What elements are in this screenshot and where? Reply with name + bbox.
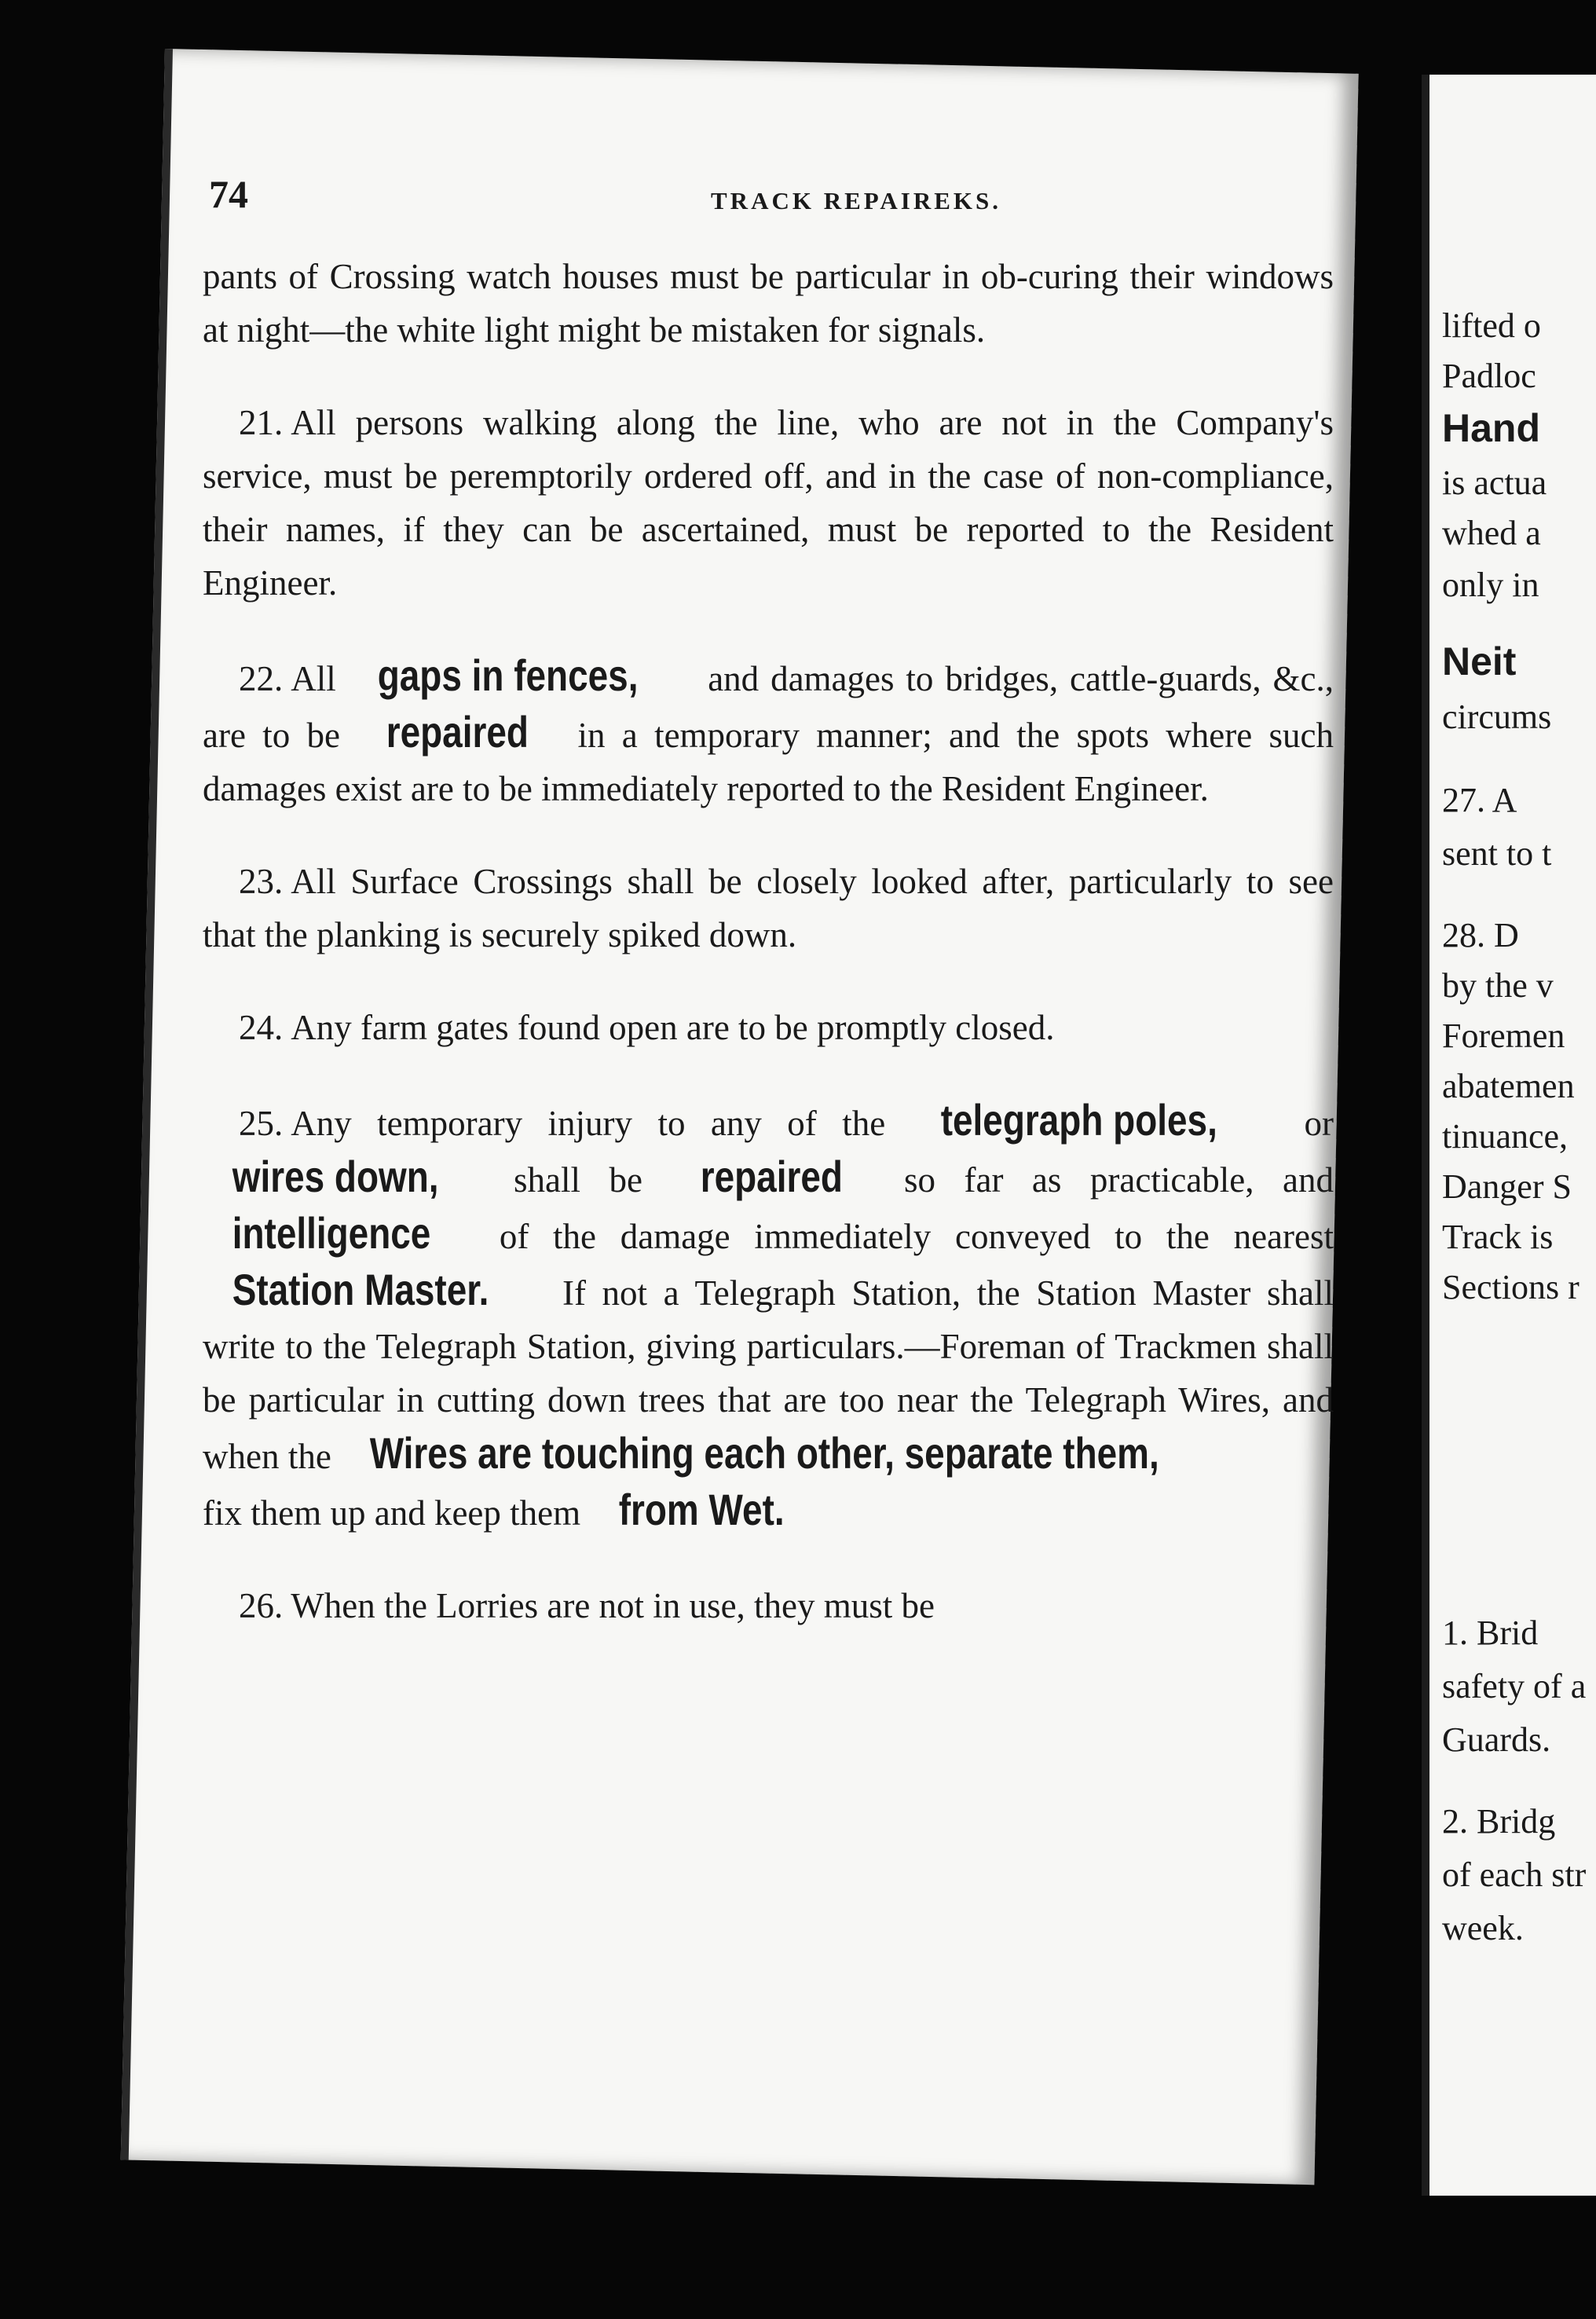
right-page-line: whed a — [1442, 514, 1541, 552]
paragraph-number: 25. — [239, 1104, 284, 1143]
paragraph-25 — [203, 1094, 1334, 1540]
right-page-fragment — [1422, 75, 1596, 2196]
right-page-line: sent to t — [1442, 834, 1552, 873]
right-page-line: safety of a — [1442, 1667, 1587, 1705]
right-page-line: 28. D — [1442, 916, 1519, 954]
emphasis-text: from Wet. — [619, 1485, 785, 1534]
paragraph-text: fix them up and keep them — [203, 1493, 581, 1533]
right-page-line: 27. A — [1442, 781, 1517, 819]
right-page-line: Hand — [1442, 406, 1540, 450]
right-page-line: tinuance, — [1442, 1117, 1569, 1156]
right-page-line: only in — [1442, 566, 1539, 604]
paragraph-23 — [203, 855, 1334, 962]
right-page-line: Danger S — [1442, 1167, 1572, 1206]
right-page-line: Foremen — [1442, 1017, 1565, 1055]
emphasis-text: Wires are touching each other, separate them, — [370, 1428, 1160, 1478]
emphasis-text: wires down, — [232, 1152, 439, 1201]
right-page-line: 2. Bridg — [1442, 1802, 1556, 1841]
paragraph-text: All persons walking along the line, who are not in the Company's service, must be peremptorily ordered off, and in the case of non-compliance, their names, if they can be ascertained, must be reported to the Resident Engineer. — [203, 403, 1334, 603]
paragraph-20-continued: pants of Crossing watch houses must be particular in ob-curing their windows at night—the white light might be mistaken for signals. — [203, 257, 1334, 350]
paragraph-26 — [203, 1579, 1334, 1632]
right-page-line: Track is — [1442, 1218, 1554, 1256]
paragraph-24 — [203, 1001, 1334, 1054]
page-body — [203, 250, 1334, 1672]
right-page-line: week. — [1442, 1909, 1524, 1947]
right-page-line: lifted o — [1442, 306, 1541, 345]
paragraph-21 — [203, 396, 1334, 610]
paragraph-number: 23. — [239, 862, 284, 901]
paragraph-text: in a temporary manner; and the spots where such damages exist are to be immediately reported to the Resident Engineer. — [203, 716, 1334, 808]
paragraph-number: 22. — [239, 659, 284, 698]
paragraph-text: shall be — [514, 1160, 642, 1200]
emphasis-text: intelligence — [232, 1208, 431, 1258]
emphasis-text: telegraph poles, — [940, 1095, 1217, 1145]
emphasis-text: Station Master. — [232, 1265, 489, 1314]
paragraph-text: Any temporary injury to any of the — [291, 1104, 886, 1143]
right-page-line: circums — [1442, 698, 1552, 736]
right-page-line: abatemen — [1442, 1067, 1575, 1105]
paragraph-text: Any farm gates found open are to be promptly closed. — [291, 1008, 1055, 1047]
right-page-line: of each str — [1442, 1856, 1587, 1894]
running-head: TRACK REPAIREKS. — [711, 187, 1002, 214]
right-page-line: by the v — [1442, 966, 1554, 1005]
page-number: 74 — [209, 172, 248, 216]
emphasis-text: repaired — [701, 1152, 844, 1201]
paragraph-text: and damages to bridges, cattle-guards, &c., are to be — [203, 659, 1334, 755]
emphasis-text: repaired — [386, 707, 529, 757]
paragraph-number: 24. — [239, 1008, 284, 1047]
right-page-line: Sections r — [1442, 1268, 1580, 1306]
paragraph-text: All Surface Crossings shall be closely looked after, particularly to see that the planking is securely spiked down. — [203, 862, 1334, 954]
paragraph-text: All — [291, 659, 336, 698]
right-page-line: Padloc — [1442, 357, 1536, 395]
emphasis-text: gaps in fences, — [377, 650, 639, 700]
paragraph-text: of the damage immediately conveyed to the nearest — [499, 1217, 1334, 1256]
paragraph-text: or — [1304, 1104, 1334, 1143]
paragraph-22 — [203, 649, 1334, 815]
paragraph-number: 26. — [239, 1586, 284, 1625]
right-page-line: 1. Brid — [1442, 1614, 1539, 1652]
paragraph-text: When the Lorries are not in use, they must be — [291, 1586, 935, 1625]
paragraph-number: 21. — [239, 403, 284, 442]
right-page-line: Guards. — [1442, 1720, 1551, 1759]
paragraph-text: If not a Telegraph Station, the Station Master shall write to the Telegraph Station, giving particulars.—Foreman of Trackmen shall be particular in cutting down trees that are too near the Telegraph Wires, and when the — [203, 1273, 1334, 1476]
right-page-line: Neit — [1442, 639, 1517, 683]
right-page-line: is actua — [1442, 463, 1547, 502]
paragraph-text: so far as practicable, and — [903, 1160, 1334, 1200]
